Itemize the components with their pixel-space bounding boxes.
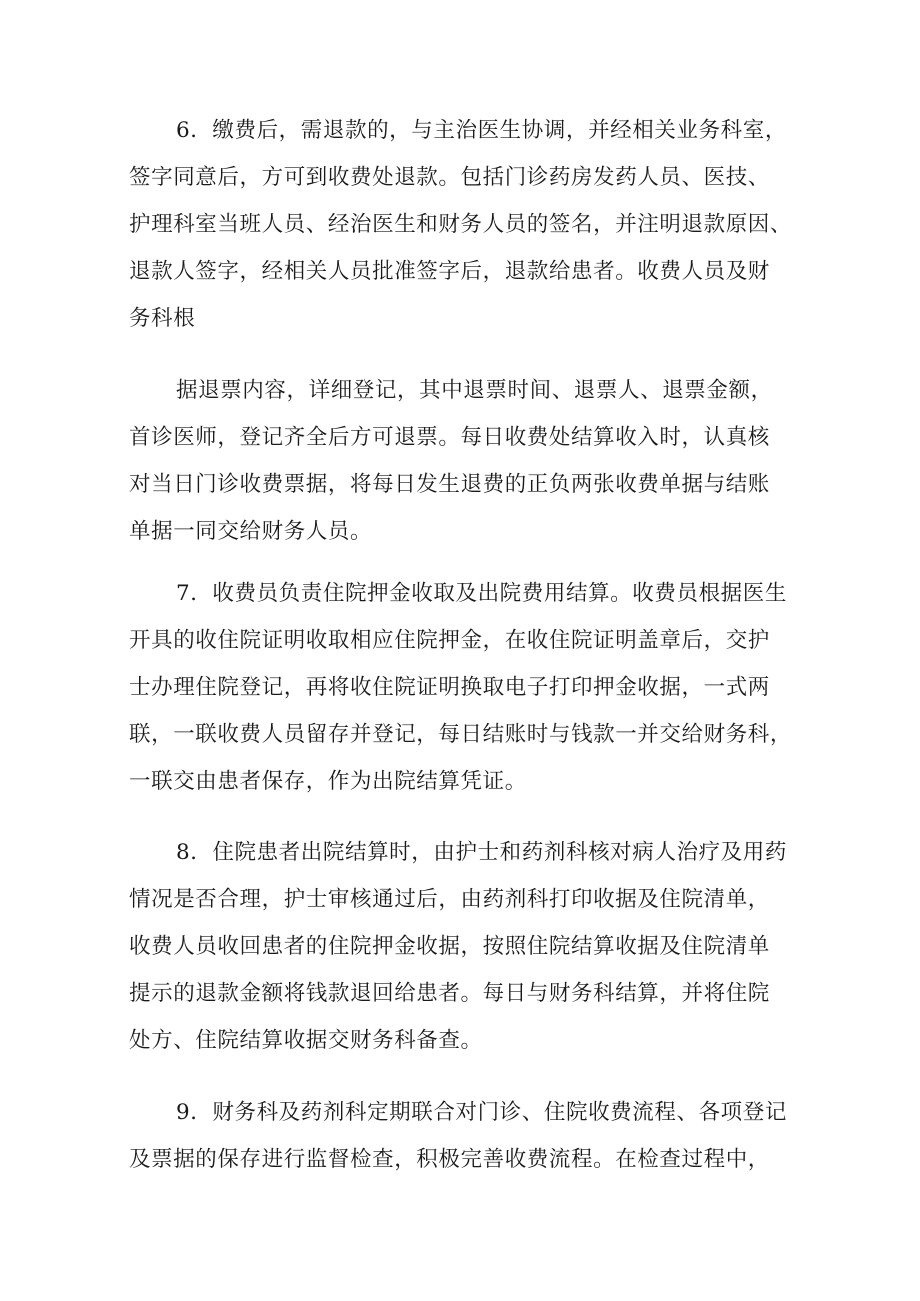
paragraph-line: 处方、住院结算收据交财务科备查。	[129, 1028, 483, 1053]
paragraph-7	[129, 570, 819, 805]
paragraph-line: 据退票内容，详细登记，其中退票时间、退票人、退票金额，	[176, 378, 773, 403]
paragraph-line: 士办理住院登记，再将收住院证明换取电子打印押金收据，一式两	[129, 675, 770, 700]
paragraph-8	[129, 829, 819, 1064]
paragraph-line: 护理科室当班人员、经治医生和财务人员的签名，并注明退款原因、	[129, 212, 793, 237]
paragraph-line: 签字同意后，方可到收费处退款。包括门诊药房发药人员、医技、	[129, 165, 770, 190]
paragraph-line: 提示的退款金额将钱款退回给患者。每日与财务科结算，并将住院	[129, 981, 770, 1006]
paragraph-line: 6．缴费后，需退款的，与主治医生协调，并经相关业务科室，	[176, 118, 787, 143]
paragraph-line: 退款人签字，经相关人员批准签字后，退款给患者。收费人员及财	[129, 259, 770, 284]
paragraph-9	[129, 1089, 819, 1183]
paragraph-line: 一联交由患者保存，作为出院结算凭证。	[129, 769, 527, 794]
paragraph-line: 7．收费员负责住院押金收取及出院费用结算。收费员根据医生	[176, 581, 787, 606]
paragraph-line: 8．住院患者出院结算时，由护士和药剂科核对病人治疗及用药	[176, 840, 787, 865]
paragraph-6	[129, 107, 819, 342]
paragraph-line: 开具的收住院证明收取相应住院押金，在收住院证明盖章后，交护	[129, 628, 770, 653]
paragraph-line: 务科根	[129, 306, 196, 331]
paragraph-line: 收费人员收回患者的住院押金收据，按照住院结算收据及住院清单	[129, 934, 770, 959]
paragraph-6-continued	[129, 367, 819, 555]
paragraph-line: 单据一同交给财务人员。	[129, 519, 373, 544]
paragraph-line: 及票据的保存进行监督检查，积极完善收费流程。在检查过程中，	[129, 1147, 770, 1172]
paragraph-line: 联，一联收费人员留存并登记，每日结账时与钱款一并交给财务科，	[129, 722, 793, 747]
paragraph-line: 对当日门诊收费票据，将每日发生退费的正负两张收费单据与结账	[129, 472, 770, 497]
paragraph-line: 9．财务科及药剂科定期联合对门诊、住院收费流程、各项登记	[176, 1100, 787, 1125]
paragraph-line: 首诊医师，登记齐全后方可退票。每日收费处结算收入时，认真核	[129, 425, 770, 450]
paragraph-line: 情况是否合理，护士审核通过后，由药剂科打印收据及住院清单，	[129, 887, 770, 912]
